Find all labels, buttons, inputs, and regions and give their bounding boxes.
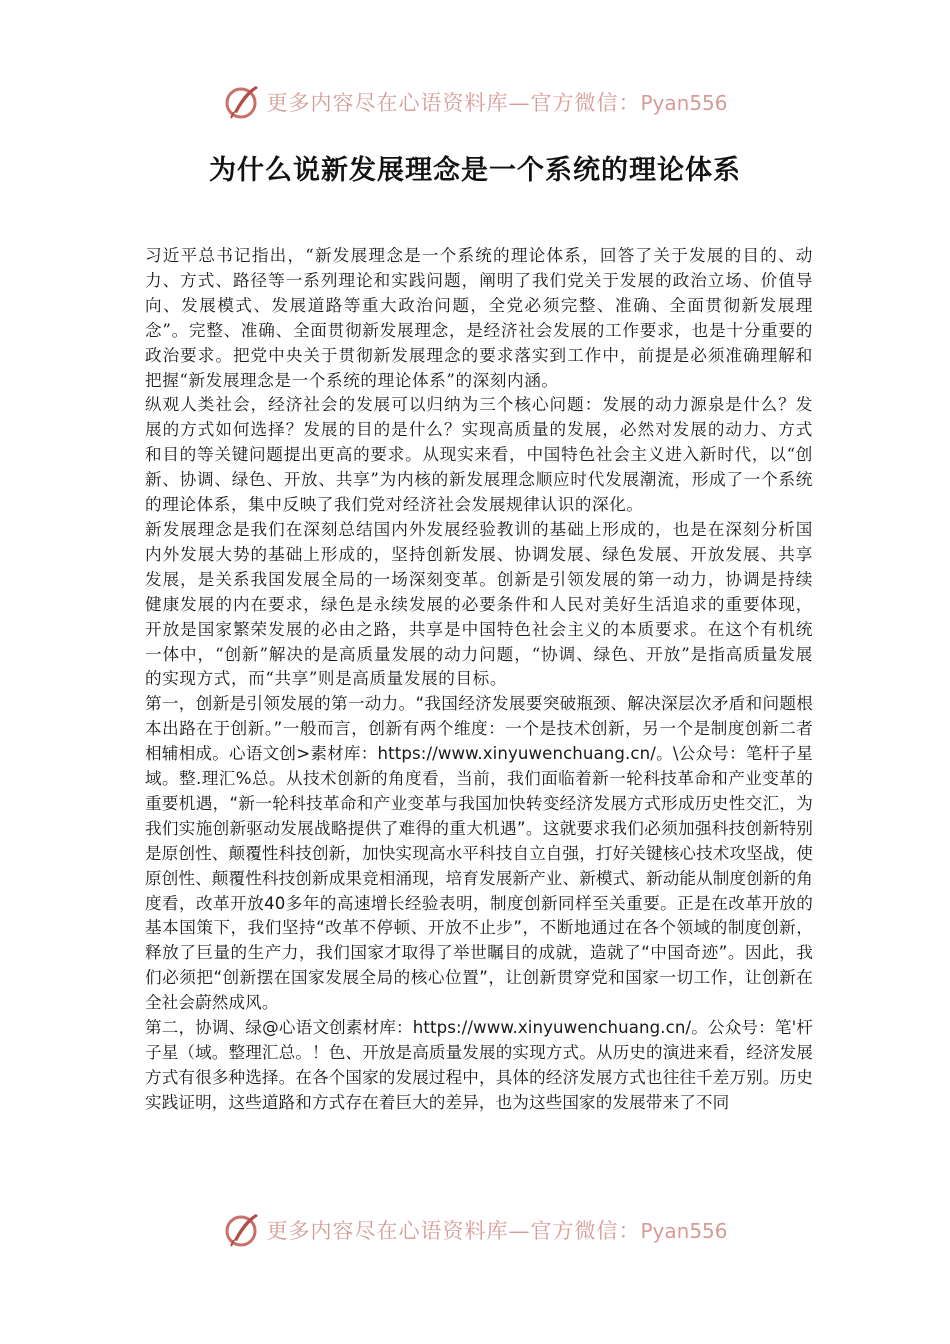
paragraph-5: 第二，协调、绿@心语文创素材库：https://www.xinyuwenchuang.cn/。公众号：笔'杆子星（域。整理汇总。！色、开放是高质量发展的实现方式。从历史的演进来看，经济发展方式有很多种选择。在各个国家的发展过程中，具体的经济发展方式也往往千差万别。历史实践证明，这些道路和方式存在着巨大的差异，也为这些国家的发展带来了不同 bbox=[145, 1018, 813, 1112]
page-title: 为什么说新发展理念是一个系统的理论体系 bbox=[209, 155, 741, 186]
watermark-wechat-id: Pyan556 bbox=[640, 91, 728, 115]
watermark-text: 更多内容尽在心语资料库—官方微信：Pyan556 bbox=[266, 91, 728, 115]
paragraph-2: 纵观人类社会，经济社会的发展可以归纳为三个核心问题：发展的动力源泉是什么？发展的方式如何选择？发展的目的是什么？实现高质量的发展，必然对发展的动力、方式和目的等关键问题提出更高的要求。从现实来看，中国特色社会主义进入新时代，以“创新、协调、绿色、开放、共享”为内核的新发展理念顺应时代发展潮流，形成了一个系统的理论体系，集中反映了我们党对经济社会发展规律认识的深化。 bbox=[145, 395, 813, 515]
paragraph-4: 第一，创新是引领发展的第一动力。“我国经济发展要突破瓶颈、解决深层次矛盾和问题根本出路在于创新。”一般而言，创新有两个维度：一个是技术创新，另一个是制度创新二者相辅相成。心语文创>素材库：https://www.xinyuwenchuang.cn/。\公众号：笔杆子星域。整.理汇%总。从技术创新的角度看，当前，我们面临着新一轮科技革命和产业变革的重要机遇，“新一轮科技革命和产业变革与我国加快转变经济发展方式形成历史性交汇，为我们实施创新驱动发展战略提供了难得的重大机遇”。这就要求我们必须加强科技创新特别是原创性、颠覆性科技创新，加快实现高水平科技自立自强，打好关键核心技术攻坚战，使原创性、颠覆性科技创新成果竞相涌现，培育发展新产业、新模式、新动能从制度创新的角度看，改革开放40多年的高速增长经验表明，制度创新同样至关重要。正是在改革开放的基本国策下，我们坚持“改革不停顿、开放不止步”，不断地通过在各个领域的制度创新，释放了巨量的生产力，我们国家才取得了举世瞩目的成就，造就了“中国奇迹”。因此，我们必须把“创新摆在国家发展全局的核心位置”，让创新贯穿党和国家一切工作，让创新在全社会蔚然成风。 bbox=[145, 694, 813, 1013]
article-body bbox=[145, 244, 813, 1116]
footer-watermark bbox=[0, 1208, 950, 1252]
quill-pen-logo-icon bbox=[222, 82, 262, 122]
paragraph-1: 习近平总书记指出，“新发展理念是一个系统的理论体系，回答了关于发展的目的、动力、方式、路径等一系列理论和实践问题，阐明了我们党关于发展的政治立场、价值导向、发展模式、发展道路等重大政治问题，全党必须完整、准确、全面贯彻新发展理念”。完整、准确、全面贯彻新发展理念，是经济社会发展的工作要求，也是十分重要的政治要求。把党中央关于贯彻新发展理念的要求落实到工作中，前提是必须准确理解和把握“新发展理念是一个系统的理论体系”的深刻内涵。 bbox=[145, 246, 813, 390]
header-watermark bbox=[0, 80, 950, 124]
quill-pen-logo-icon bbox=[222, 1210, 262, 1250]
watermark-wechat-id: Pyan556 bbox=[640, 1219, 728, 1243]
paragraph-3: 新发展理念是我们在深刻总结国内外发展经验教训的基础上形成的，也是在深刻分析国内外发展大势的基础上形成的，坚持创新发展、协调发展、绿色发展、开放发展、共享发展，是关系我国发展全局的一场深刻变革。创新是引领发展的第一动力，协调是持续健康发展的内在要求，绿色是永续发展的必要条件和人民对美好生活追求的重要体现，开放是国家繁荣发展的必由之路，共享是中国特色社会主义的本质要求。在这个有机统一体中，“创新”解决的是高质量发展的动力问题，“协调、绿色、开放”是指高质量发展的实现方式，而“共享”则是高质量发展的目标。 bbox=[145, 519, 813, 689]
watermark-text: 更多内容尽在心语资料库—官方微信：Pyan556 bbox=[266, 1219, 728, 1243]
